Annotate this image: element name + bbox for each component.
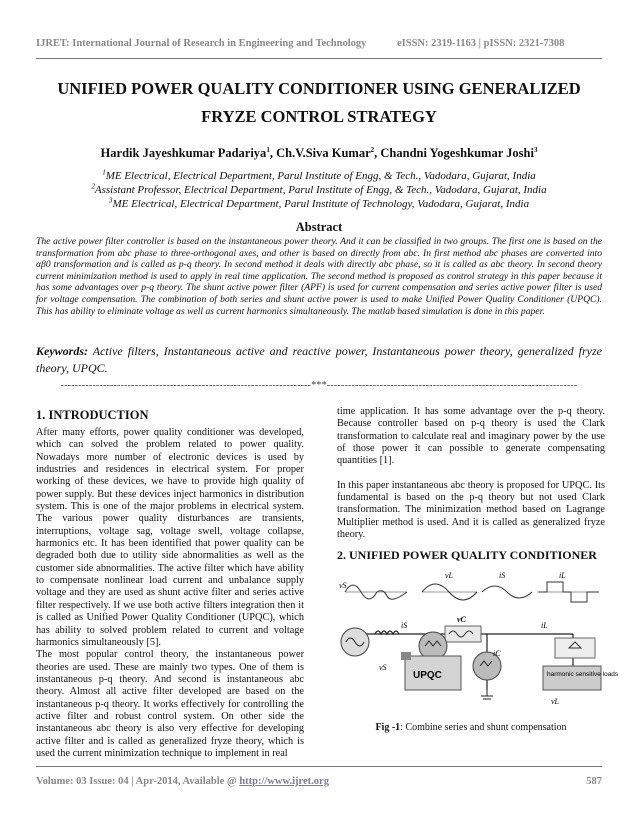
label-vl-top: vL: [445, 571, 453, 580]
author-3-sup: 3: [533, 145, 538, 154]
footer-rule: [36, 766, 602, 767]
section-2-heading: 2. UNIFIED POWER QUALITY CONDITIONER: [337, 548, 597, 562]
affiliation-1: $^1$ME Electrical, Electrical Department, Parul Institute of Engg, & Tech., Vadodara, Gujarat, India: [102, 168, 536, 182]
author-1: Hardik Jayeshkumar Padariya: [100, 146, 267, 160]
label-is-top: iS: [499, 571, 506, 580]
journal-name: IJRET: International Journal of Research in Engineering and Technology: [36, 38, 367, 49]
abstract-body: The active power filter controller is based on the instantaneous power theory. And it can be classified in two groups. The first one is based on the transformation from abc phase to three-orthogonal axes, and other is based on directly from abc. In first method abc phases are converted into αβ0 transformation and is called as p-q theory. In second method it deals with directly abc phase, so it is called as abc theory. In second theory current minimization method is used to apply in real time application. The second method is proposed as control strategy in this paper because it has some advantages over p-q theory. The shunt active power filter (APF) is used for current compensation and series active power filter is used for voltage compensation. The combination of both series and shunt active power is used to make Unified Power Quality Conditioner (UPQC). This has ability to eliminate voltage as well as current harmonics simultaneously. The matlab based simulation is done in this paper.: [36, 236, 602, 317]
voltage-source-icon: [341, 628, 369, 656]
load-current-waveform: [537, 582, 599, 602]
left-column: [36, 427, 304, 760]
intro-paragraph-3: time application. It has some advantage over the p-q theory. Because controller based on p-q theory is used the Clark transformation to calculate real and imaginary power by the use of those power it can possible to generate compensating quantities [1].: [337, 406, 605, 467]
author-list: Hardik Jayeshkumar Padariya$^1$, Ch.V.Siva Kumar$^2$, Chandni Yogeshkumar Joshi$^3$: [100, 145, 538, 160]
label-vs-top: vS: [339, 581, 347, 590]
figure-caption: [337, 722, 605, 733]
page-number: 587: [586, 776, 602, 787]
label-il-top: iL: [559, 571, 566, 580]
label-load: harmonic sensitive loads: [547, 671, 619, 678]
intro-paragraph-4: In this paper instantaneous abc theory is proposed for UPQC. Its fundamental is based on the p-q theory but not used Clark transformation. The minimization method based on Lagrange Multiplier method is used. And it is called as generalized fryze theory.: [337, 479, 605, 541]
label-vs-left: vS: [379, 663, 387, 672]
label-vc: vC: [457, 615, 466, 624]
caption-text: : Combine series and shunt compensation: [400, 722, 567, 733]
journal-link[interactable]: http://www.ijret.org: [239, 776, 329, 787]
keywords-label: Keywords:: [36, 344, 88, 358]
author-2: Ch.V.Siva Kumar: [276, 146, 371, 160]
author-3: Chandni Yogeshkumar Joshi: [380, 146, 534, 160]
label-il-mid: iL: [541, 621, 548, 630]
header-rule: [36, 58, 602, 59]
label-upqc: UPQC: [413, 670, 442, 681]
affiliation-2: $^2$Assistant Professor, Electrical Department, Parul Institute of Engg, & Tech., Vadodara, Gujarat, India: [91, 182, 547, 196]
supply-voltage-waveform: [345, 585, 407, 599]
label-vl-bottom: vL: [551, 697, 559, 706]
sensitive-load-block: [543, 666, 601, 690]
section-divider: -----------------------------------------------------------------------***-----------------------------------------------------------------------: [60, 380, 578, 391]
footer-volume: Volume: 03 Issue: 04 | Apr-2014, Available @ http://www.ijret.org: [36, 776, 329, 787]
intro-paragraph-2: The most popular control theory, the instantaneous power theories are used. These are mainly two types. One of them is instantaneous p-q theory. And second is instantaneous abc theory. Almost all active filter developed are based on the instantaneous p-q theory. It works effectively for controlling the active filter and robust control system. On other side the instantaneous abc theory is also very effective for developing active filter and is called as generalized fryze theory, which is used the current minimization technique to implement in real: [36, 649, 304, 759]
section-1-heading: 1. INTRODUCTION: [36, 408, 149, 422]
paper-title-line-2: FRYZE CONTROL STRATEGY: [201, 107, 437, 126]
keywords: [36, 343, 602, 377]
author-2-sup: 2: [370, 145, 375, 154]
author-1-sup: 1: [266, 145, 270, 154]
load-voltage-waveform: [422, 584, 477, 600]
shunt-filter-icon: [473, 652, 501, 699]
upqc-diagram: [337, 570, 619, 710]
journal-issn: eISSN: 2319-1163 | pISSN: 2321-7308: [397, 38, 565, 49]
right-column: [337, 406, 605, 553]
caption-label: Fig -1: [375, 722, 401, 733]
intro-paragraph-1: After many efforts, power quality conditioner was developed, which can solved the problem related to power quality. Nowadays more number of electronic devices is used by industries and residences in electrical system. For proper working of these devices, we have to provide high quality of power supply. But these devices inject harmonics in distribution system. This is one of the major problems in electrical system. The various power quality disturbances are transients, interruptions, voltage sag, voltage swell, voltage collapse, harmonics etc. It has been identified that power quality can be degraded both due to utility side abnormalities as well as the customer side abnormalities. The active filter which have ability to compensate nonlinear load current and unbalance supply voltage and they are used as shunt active filter and series active filter respectively. If we use both active filters integration then it is called as Unified Power Quality Conditioner (UPQC), which has ability to solved problem related to current and voltage harmonics simultaneously [5].: [36, 427, 304, 648]
keywords-text: Active filters, Instantaneous active and reactive power, Instantaneous power theory, generalized fryze theory, UPQC.: [36, 344, 602, 375]
affiliation-3: $^3$ME Electrical, Electrical Department, Parul Institute of Technology, Vadodara, Gujarat, India: [108, 196, 530, 210]
label-ic: iC: [493, 649, 501, 658]
supply-current-waveform: [482, 586, 532, 598]
label-is-mid: iS: [401, 621, 408, 630]
abstract-heading: Abstract: [295, 220, 343, 234]
upqc-figure: [337, 570, 619, 710]
series-filter-icon: [419, 626, 481, 660]
nonlinear-load-icon: [555, 638, 595, 658]
paper-title-line-1: UNIFIED POWER QUALITY CONDITIONER USING GENERALIZED: [57, 79, 581, 98]
